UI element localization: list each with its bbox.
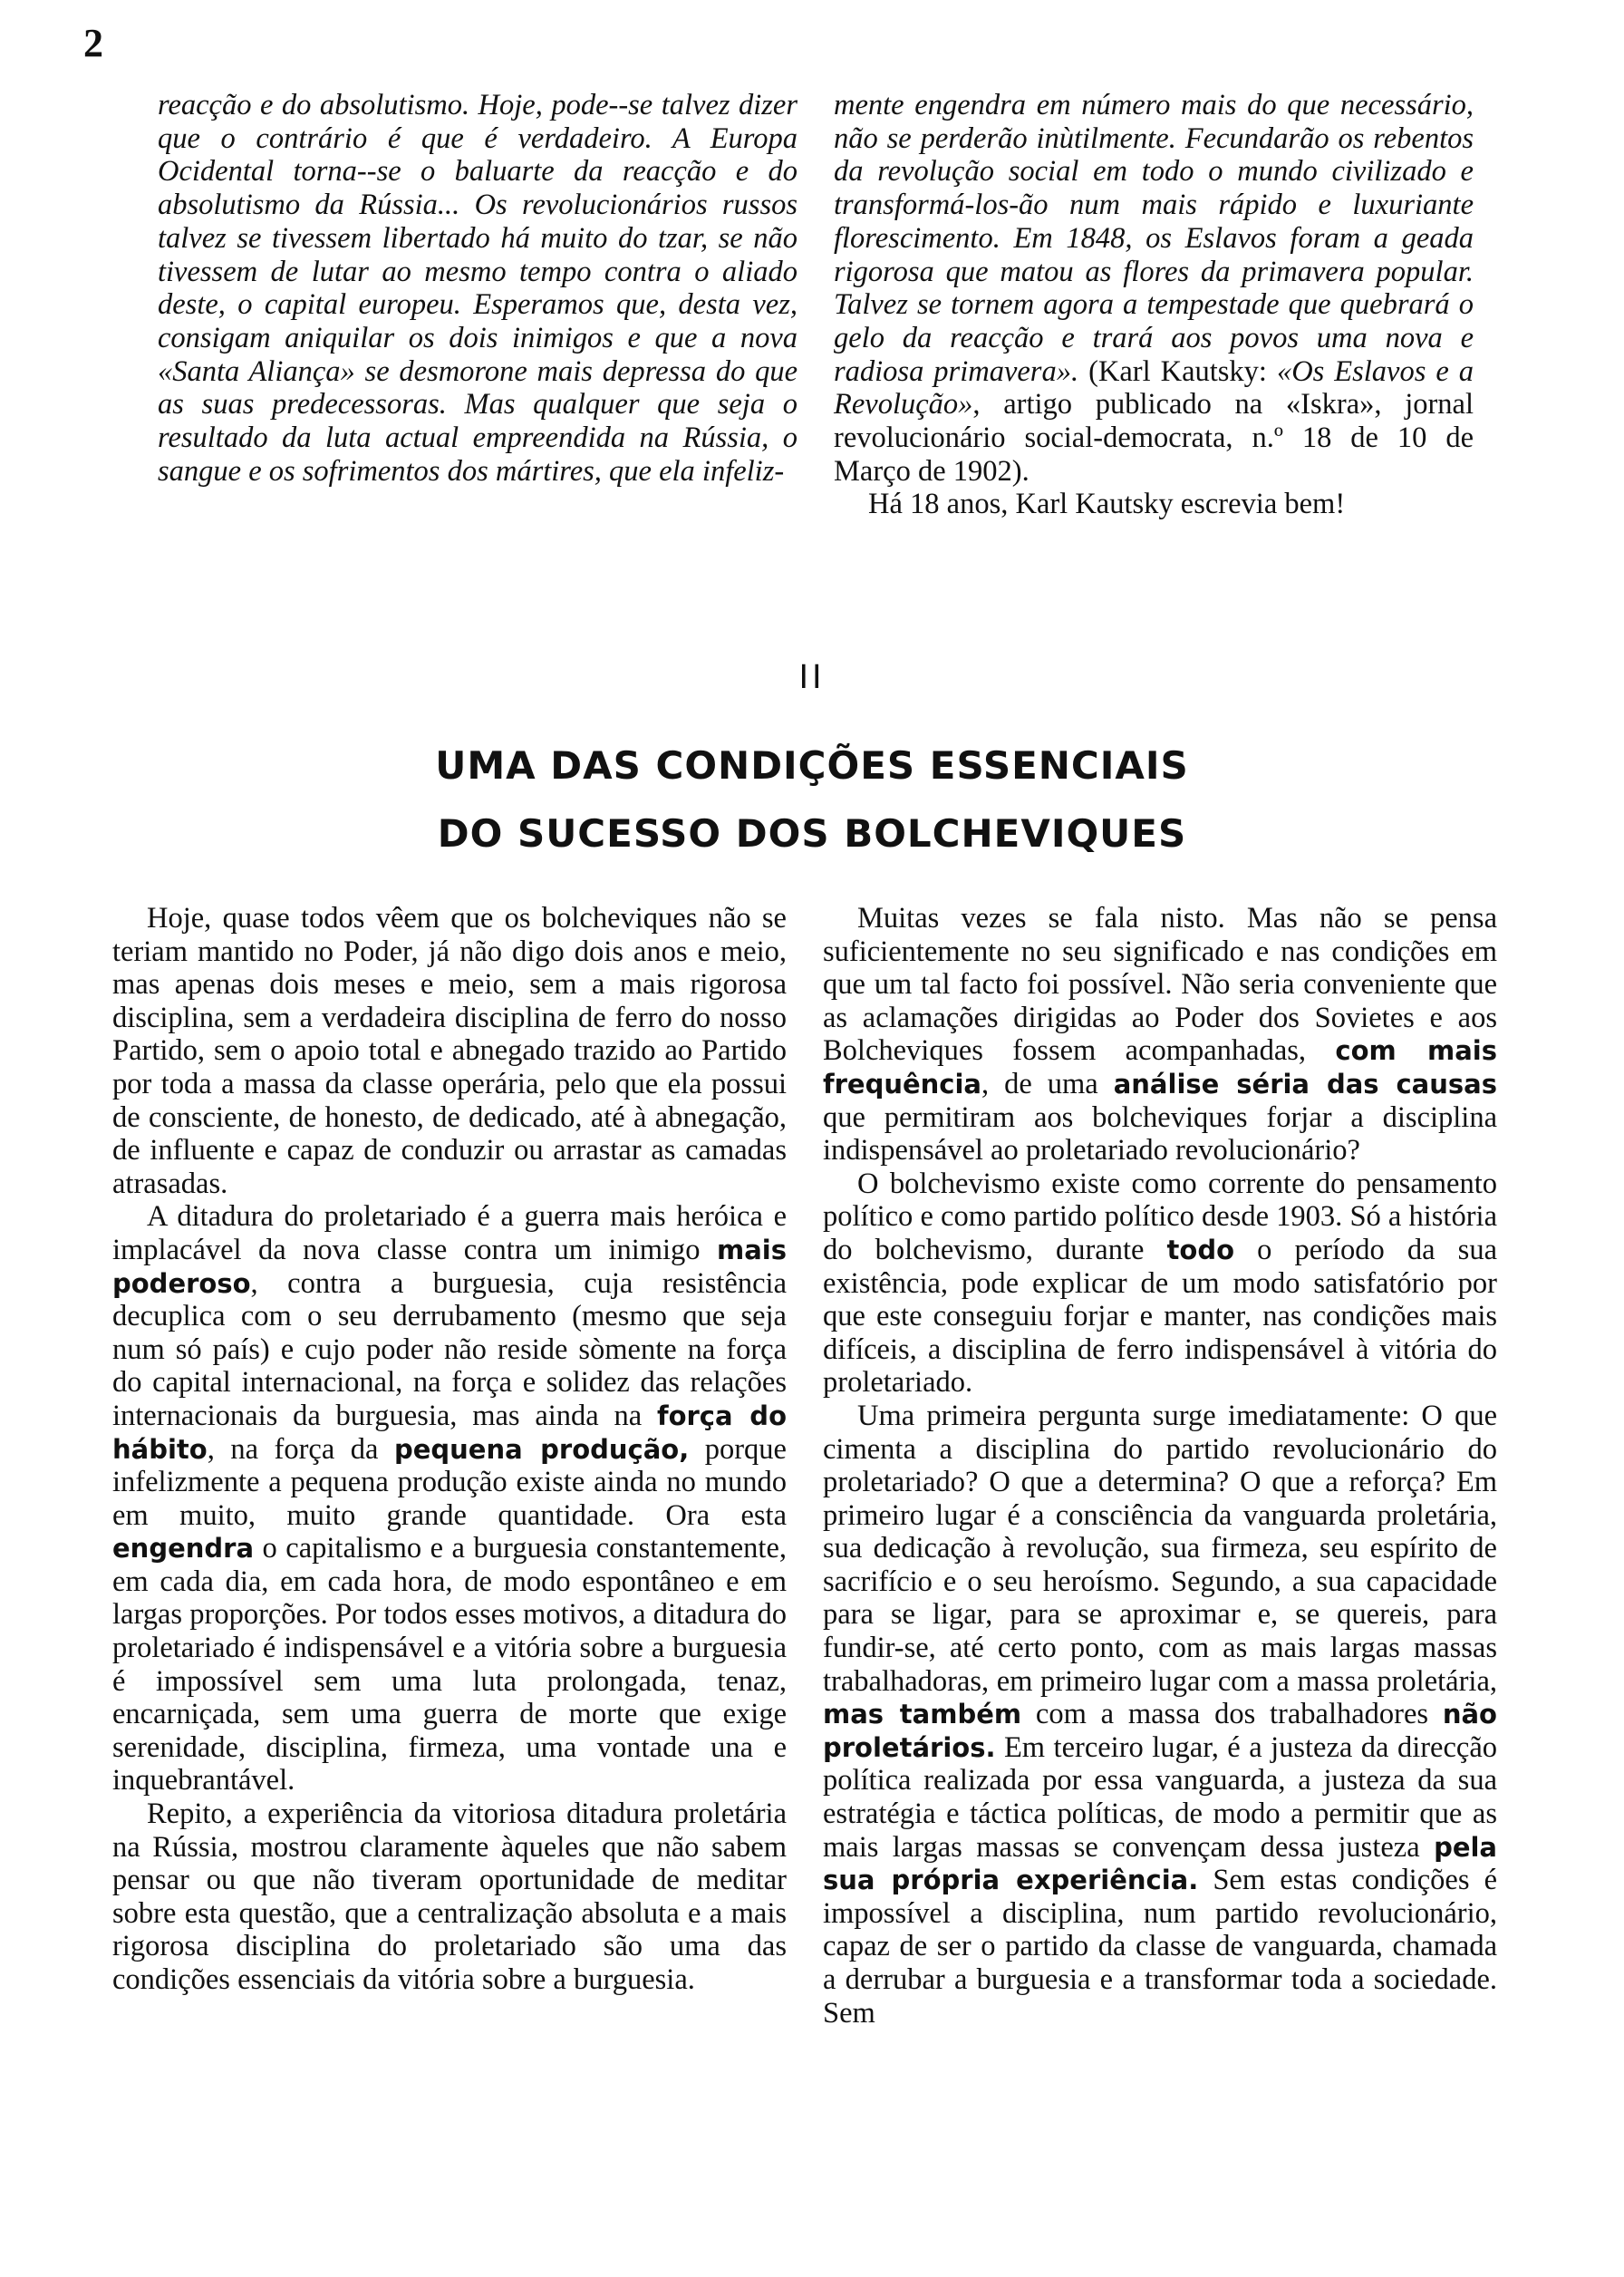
citation-title: «Os Eslavos e a Revolução» [834,354,1474,421]
text-run: o período da sua existência, pode explicar de um modo satisfatório por que este conseguiu forjar e manter, nas condições mais difíceis, a disciplina de ferro indispensável à vitória do proletariado. [823,1233,1497,1400]
text-run: A ditadura do proletariado é a guerra mais heróica e implacável da nova classe contra um inimigo [112,1200,787,1266]
paragraph: Repito, a experiência da vitoriosa ditadura proletária na Rússia, mostrou claramente àqueles que não sabem pensar ou que não tiveram oportunidade de meditar sobre esta questão, que a centralização absoluta e a mais rigorosa disciplina do proletariado são uma das condições essenciais da vitória sobre a burguesia. [112,1797,787,1996]
emphasis: pela sua própria experiência. [823,1831,1497,1896]
text-run: Sem estas condições é impossível a disciplina, num partido revolucionário, capaz de ser o partido da classe de vanguarda, chamada a derrubar a burguesia e a transformar toda a sociedade. Sem [823,1864,1497,2030]
text-run: Muitas vezes se fala nisto. Mas não se pensa suficientemente no seu significado e nas condições em que um tal facto foi possível. Não seria conveniente que as aclamações dirigidas ao Poder dos Sovietes e aos Bolcheviques fossem acompanhadas, [823,902,1497,1068]
text-run: com a massa dos trabalhadores [1021,1698,1443,1731]
emphasis: não proletários. [823,1699,1497,1763]
body-column-right [823,902,1497,2030]
emphasis: mais poderoso [112,1234,787,1299]
text-run: , contra a burguesia, cuja resistência decuplica com o seu derrubamento (mesmo que seja num só país) e cujo poder não reside sòmente na força do capital internacional, na força e solidez das relações internacionais da burguesia, mas ainda na [112,1266,787,1432]
paragraph: Hoje, quase todos vêem que os bolcheviques não se teriam mantido no Poder, já não digo dois anos e meio, mas apenas dois meses e meio, sem a mais rigorosa disciplina, sem a verdadeira disciplina de ferro do nosso Partido, sem o apoio total e abnegado trazido ao Partido por toda a massa da classe operária, pelo que ela possui de consciente, de honesto, de dedicado, até à abnegação, de influente e capaz de conduzir ou arrastar as camadas atrasadas. [112,902,787,1200]
section-number: II [798,658,826,696]
page-number: 2 [83,21,103,65]
paragraph [823,1400,1497,2030]
citation-rest: , artigo publicado na «Iskra», jornal revolucionário social-democrata, n.º 18 de 10 de Março de 1902). [834,388,1474,488]
emphasis: todo [1166,1234,1234,1265]
quote-text-right: mente engendra em número mais do que necessário, não se perderão inùtilmente. Fecundarão os rebentos da revolução social em todo o mundo civilizado e transformá-los-ão num mais rápido e luxuriante florescimento. Em 1848, os Eslavos foram a geada rigorosa que matou as flores da primavera popular. Talvez se tornem agora a tempestade que quebrará o gelo da reacção e trará aos povos uma nova e radiosa primavera». [834,89,1474,388]
emphasis: mas também [823,1699,1022,1730]
text-run: o capitalismo e a burguesia constantemente, em cada dia, em cada hora, de modo espontâneo e em largas proporções. Por todos esses motivos, a ditadura do proletariado é indispensável e a vitória sobre a burguesia é impossível sem uma luta prolongada, tenaz, encarniçada, sem uma guerra de morte que exige serenidade, disciplina, firmeza, uma vontade una e inquebrantável. [112,1532,787,1797]
text-run: que permitiram aos bolcheviques forjar a disciplina indispensável ao proletariado revolucionário? [823,1100,1497,1168]
text-run: , de uma [981,1067,1114,1100]
quote-column-right [834,89,1474,521]
text-run: O bolchevismo existe como corrente do pensamento político e como partido político desde 1903. Só a história do bolchevismo, durante [823,1167,1497,1266]
section-title-line-1: UMA DAS CONDIÇÕES ESSENCIAIS [435,743,1189,788]
emphasis: pequena produção, [393,1433,690,1465]
text-run: porque infelizmente a pequena produção existe ainda no mundo em muito, muito grande quantidade. Ora esta [112,1432,787,1532]
emphasis: força do hábito [112,1400,787,1465]
body-column-left [112,902,787,1997]
paragraph [823,902,1497,1168]
closing-remark: Há 18 anos, Karl Kautsky escrevia bem! [868,488,1346,521]
text-run: Uma primeira pergunta surge imediatamente: O que cimenta a disciplina do partido revolucionário do proletariado? O que a determina? O que a reforça? Em primeiro lugar é a consciência da vanguarda proletária, sua dedicação à revolução, sua firmeza, seu espírito de sacrifício e o seu heroísmo. Segundo, a sua capacidade para se ligar, para se aproximar e, se quereis, para fundir-se, até certo ponto, com as mais largas massas trabalhadoras, em primeiro lugar com a massa proletária, [823,1399,1497,1698]
emphasis: análise séria das causas [1113,1068,1497,1100]
quote-text-left: reacção e do absolutismo. Hoje, pode--se talvez dizer que o contrário é que é verdadeiro. A Europa Ocidental torna--se o baluarte da reacção e do absolutismo da Rússia... Os revolucionários russos talvez se tivessem libertado há muito do tzar, se não tivessem de lutar ao mesmo tempo contra o aliado deste, o capital europeu. Esperamos que, desta vez, consigam aniquilar os dois inimigos e que a nova «Santa Aliança» se desmorone mais depressa do que as suas predecessoras. Mas qualquer que seja o resultado da luta actual empreendida na Rússia, o sangue e os sofrimentos dos mártires, que ela infeliz- [158,89,798,488]
quote-continuation [834,89,1474,488]
text-run: , na força da [207,1432,394,1466]
citation-open: (Karl Kautsky: [1088,354,1277,388]
paragraph [823,1168,1497,1400]
emphasis: com mais frequência [823,1035,1497,1100]
quote-column-left [158,89,798,488]
text-run: Em terceiro lugar, é a justeza da direcção política realizada por essa vanguarda, a justeza da sua estratégia e táctica políticas, de modo a permitir que as mais largas massas se convençam dessa justeza [823,1730,1497,1864]
paragraph [112,1200,787,1797]
section-title-line-2: DO SUCESSO DOS BOLCHEVIQUES [437,811,1187,856]
emphasis: engendra [112,1533,255,1565]
